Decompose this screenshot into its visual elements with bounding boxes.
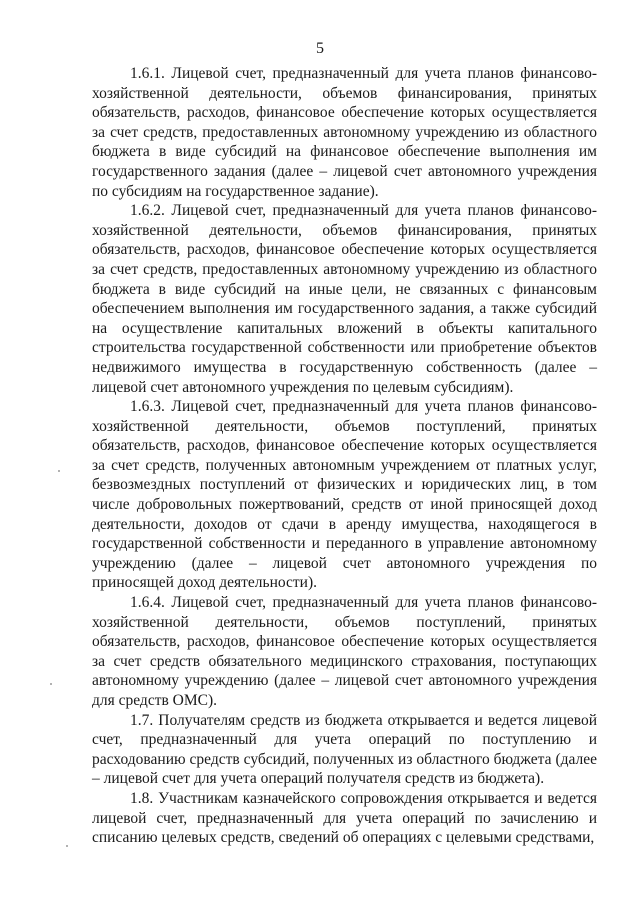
paragraph-1-6-2: 1.6.2. Лицевой счет, предназначенный для учета планов финансово-хозяйственной деятельности, объемов финансирования, принятых обязательств, расходов, финансовое обеспечение которых осуществляется за счет средств, предоставленных автономному учреждению из областного бюджета в виде субсидий на иные цели, не связанных с финансовым обеспечением выполнения им государственного задания, а также субсидий на осуществление капитальных вложений в объекты капитального строительства государственной собственности или приобретение объектов недвижимого имущества в государственную собственность (далее – лицевой счет автономного учреждения по целевым субсидиям). bbox=[92, 202, 597, 396]
scan-speck bbox=[50, 683, 52, 685]
scan-speck bbox=[58, 470, 60, 472]
paragraph-1-6-4: 1.6.4. Лицевой счет, предназначенный для учета планов финансово-хозяйственной деятельности, объемов поступлений, принятых обязательств, расходов, финансовое обеспечение которых осуществляется за счет средств обязательного медицинского страхования, поступающих автономному учреждению (далее – лицевой счет автономного учреждения для средств ОМС). bbox=[92, 594, 597, 709]
scan-speck bbox=[66, 845, 68, 847]
paragraph-1-8: 1.8. Участникам казначейского сопровождения открывается и ведется лицевой счет, предназначенный для учета операций по зачислению и списанию целевых средств, сведений об операциях с целевыми средствами, bbox=[92, 789, 597, 847]
paragraph-1-7: 1.7. Получателям средств из бюджета открывается и ведется лицевой счет, предназначенный для учета операций по поступлению и расходованию средств субсидий, полученных из областного бюджета (далее – лицевой счет для учета операций получателя средств из бюджета). bbox=[92, 711, 597, 788]
page-number: 5 bbox=[316, 40, 324, 57]
paragraph-1-6-3: 1.6.3. Лицевой счет, предназначенный для учета планов финансово-хозяйственной деятельности, объемов поступлений, принятых обязательств, расходов, финансовое обеспечение которых осуществляется за счет средств, полученных автономным учреждением от платных услуг, безвозмездных поступлений от физических и юридических лиц, в том числе добровольных пожертвований, средств от иной приносящей доход деятельности, доходов от сдачи в аренду имущества, находящегося в государственной собственности и переданного в управление автономному учреждению (далее – лицевой счет автономного учреждения по приносящей доход деятельности). bbox=[92, 398, 597, 592]
document-body bbox=[92, 64, 597, 848]
paragraph-1-6-1: 1.6.1. Лицевой счет, предназначенный для учета планов финансово-хозяйственной деятельности, объемов финансирования, принятых обязательств, расходов, финансовое обеспечение которых осуществляется за счет средств, предоставленных автономному учреждению из областного бюджета в виде субсидий на финансовое обеспечение выполнения им государственного задания (далее – лицевой счет автономного учреждения по субсидиям на государственное задание). bbox=[92, 65, 597, 200]
